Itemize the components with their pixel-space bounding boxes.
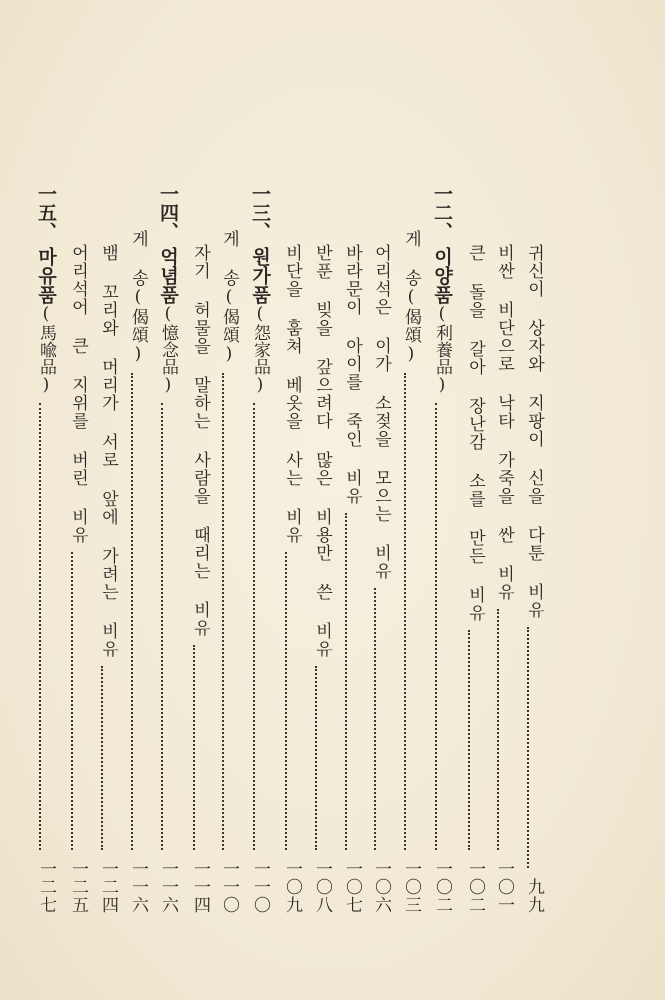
toc-entry[interactable] [64, 184, 92, 914]
entry-title: 게 송(偈頌) [401, 230, 421, 365]
toc-entry[interactable] [94, 184, 122, 914]
entry-page: 一〇七 [342, 860, 362, 914]
section-number: 一四、 [157, 184, 179, 241]
dot-leader [253, 403, 255, 850]
toc-section[interactable] [428, 184, 456, 914]
section-title: 이양품 [431, 247, 453, 304]
section-title: 원가품 [249, 247, 271, 304]
entry-title: 비단을 훔쳐 베옷을 사는 비유 [282, 244, 302, 544]
entry-title: 바라문이 아이를 죽인 비유 [342, 244, 362, 505]
entry-page: 一一四 [190, 860, 210, 914]
toc-section[interactable] [154, 184, 182, 914]
entry-page: 一〇八 [312, 860, 332, 914]
toc-entry[interactable] [215, 184, 243, 914]
entry-title: 게 송(偈頌) [219, 230, 239, 365]
dot-leader [285, 552, 287, 850]
section-title-hanja: (怨家品) [250, 304, 270, 395]
toc-entry[interactable] [461, 184, 489, 914]
dot-leader [222, 373, 224, 850]
toc-section[interactable] [246, 184, 274, 914]
entry-page: 九九 [524, 878, 544, 914]
entry-title: 어리석은 이가 소젖을 모으는 비유 [371, 244, 391, 580]
dot-leader [468, 630, 470, 850]
entry-page: 一〇一 [494, 860, 514, 914]
section-title: 마유품 [35, 247, 57, 304]
toc-entry[interactable] [397, 184, 425, 914]
entry-page: 一一〇 [250, 860, 270, 914]
entry-page: 一〇三 [401, 860, 421, 914]
entry-title: 어리석어 큰 지위를 버린 비유 [68, 244, 88, 544]
dot-leader [161, 403, 163, 850]
dot-leader [101, 666, 103, 850]
dot-leader [435, 403, 437, 850]
entry-page: 一〇二 [432, 860, 452, 914]
entry-page: 一一〇 [219, 860, 239, 914]
entry-page: 一二七 [36, 860, 56, 914]
dot-leader [131, 373, 133, 850]
dot-leader [345, 513, 347, 850]
dot-leader [374, 588, 376, 850]
entry-page: 一〇九 [282, 860, 302, 914]
entry-page: 一一六 [158, 860, 178, 914]
toc-entry[interactable] [338, 184, 366, 914]
dot-leader [527, 627, 529, 868]
entry-title: 뱀 꼬리와 머리가 서로 앞에 가려는 비유 [98, 244, 118, 658]
toc-entry[interactable] [124, 184, 152, 914]
dot-leader [39, 403, 41, 850]
section-number: 一二、 [431, 184, 453, 241]
entry-page: 一〇六 [371, 860, 391, 914]
dot-leader [497, 609, 499, 850]
entry-page: 一二五 [68, 860, 88, 914]
entry-title: 게 송(偈頌) [128, 230, 148, 365]
toc-entry[interactable] [186, 184, 214, 914]
entry-page: 一〇二 [465, 860, 485, 914]
section-number: 一三、 [249, 184, 271, 241]
entry-title: 비싼 비단으로 낙타 가죽을 싼 비유 [494, 244, 514, 601]
entry-page: 一二四 [98, 860, 118, 914]
section-title-hanja: (憶念品) [158, 304, 178, 395]
entry-title: 큰 돌을 갈아 장난감 소를 만든 비유 [465, 244, 485, 622]
toc-entry[interactable] [520, 184, 548, 914]
section-title-hanja: (馬喩品) [36, 304, 56, 395]
section-title-hanja: (利養品) [432, 304, 452, 395]
toc-entry[interactable] [490, 184, 518, 914]
entry-title: 귀신이 상자와 지팡이 신을 다툰 비유 [524, 244, 544, 619]
entry-page: 一一六 [128, 860, 148, 914]
dot-leader [193, 645, 195, 850]
dot-leader [315, 666, 317, 850]
section-title: 억념품 [157, 247, 179, 304]
toc-entry[interactable] [367, 184, 395, 914]
dot-leader [404, 373, 406, 850]
entry-title: 반푼 빚을 갚으려다 많은 비용만 쓴 비유 [312, 244, 332, 658]
toc-entry[interactable] [308, 184, 336, 914]
dot-leader [71, 552, 73, 850]
toc-section[interactable] [32, 184, 60, 914]
toc-entry[interactable] [278, 184, 306, 914]
entry-title: 자기 허물을 말하는 사람을 때리는 비유 [190, 244, 210, 637]
section-number: 一五、 [35, 184, 57, 241]
